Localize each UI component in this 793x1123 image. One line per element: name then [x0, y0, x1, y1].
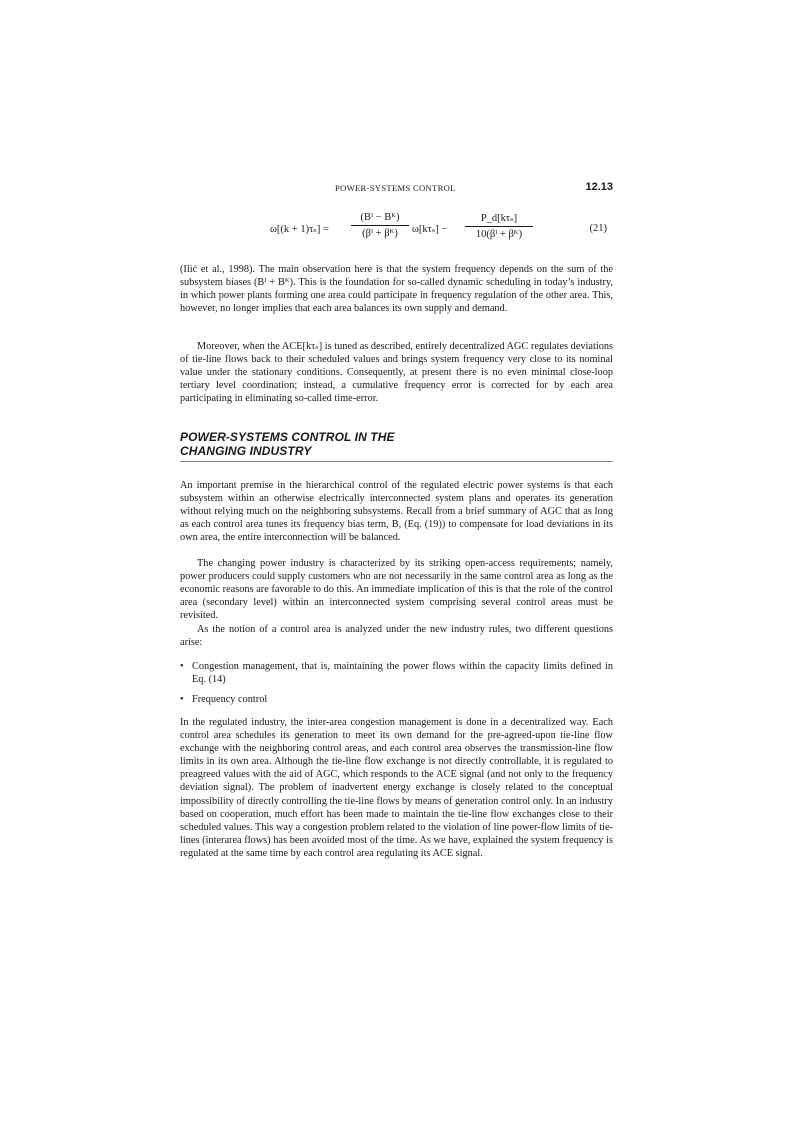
equation-number: (21) — [589, 223, 607, 234]
fraction-1-numerator: (Bᴵ − Bᴷ) — [351, 212, 409, 226]
paragraph-text: An important premise in the hierarchical control of the regulated electric power systems is that each subsystem within an otherwise electrically interconnected system plans and operates its generation without relying much on the neighboring subsystems. Recall from a brief summary of AGC that as long as each control area tunes its frequency bias term, B, (Eq. (19)) to compensate for load deviations in its own area, the entire interconnection will be balanced. — [180, 480, 613, 544]
list-item-text: Congestion management, that is, maintaining the power flows within the capacity limits defined in Eq. (14) — [192, 661, 613, 686]
bullet-list — [180, 660, 613, 713]
fraction-1-denominator: (βᴵ + βᴷ) — [362, 228, 398, 239]
equation-lhs: ω[(k + 1)τₛ] = — [270, 224, 329, 235]
paragraph-text: (Ilić et al., 1998). The main observation here is that the system frequency depends on the sum of the subsystem biases (Bᴵ + Bᴷ). This is the foundation for so-called dynamic scheduling in today’s industry, in which power plants forming one area could participate in frequency regulation of the other area. This, however, no longer implies that each area balances its own supply and demand. — [180, 264, 613, 315]
fraction-2-numerator: P_d[kτₛ] — [465, 212, 533, 227]
paragraph-text: In the regulated industry, the inter-area congestion management is done in a decentralized way. Each control area schedules its generation to meet its own demand for the pre-agreed-upon tie-line flow exchange with the neighboring control areas, and each control area observes the transmission-line flow limits in its own area. Although the tie-line flow exchange is not directly controllable, it is regulated to preagreed values with the aid of AGC, which responds to the ACE signal (and not only to the frequency deviation signal). The problem of inadvertent energy exchange is closely related to the conceptual impossibility of directly controlling the tie-line flows by means of generation control only. In an industry based on cooperation, much effort has been made to maintain the tie-line flow exchanges close to their scheduled values. This way a congestion problem related to the violation of line power-flow limits of tie-lines (interarea flows) has been avoided most of the time. As we have, explained the system frequency is regulated at the same time by each control area regulating its ACE signal. — [180, 717, 613, 859]
section-heading-line-2: CHANGING INDUSTRY — [180, 444, 312, 458]
fraction-2-denominator: 10(βᴵ + βᴷ) — [475, 229, 523, 240]
paragraph-4 — [180, 557, 613, 622]
equation-middle-term: ω[kτₛ] − — [412, 224, 448, 235]
running-title: POWER-SYSTEMS CONTROL — [335, 183, 456, 193]
bullet-marker: • — [180, 661, 184, 672]
list-item-text: Frequency control — [192, 694, 268, 706]
equation-fraction-2 — [465, 212, 533, 240]
paragraph-text: The changing power industry is characterized by its striking open-access requirements; namely, power producers could supply customers who are not necessarily in the same control area as long as the economic reasons are favorable to do this. An immediate implication of this is that the role of the control area (secondary level) within an interconnected system comprising several control areas must be revisited. — [180, 558, 613, 622]
heading-rule — [180, 461, 613, 462]
paragraph-6 — [180, 716, 613, 860]
bullet-marker: • — [180, 694, 184, 706]
list-item — [180, 693, 613, 706]
paragraph-5 — [180, 623, 613, 649]
running-header — [180, 181, 613, 197]
list-item — [180, 660, 613, 686]
paragraph-1 — [180, 263, 613, 315]
paragraph-2 — [180, 340, 613, 405]
paragraph-text: As the notion of a control area is analyzed under the new industry rules, two different questions arise: — [180, 624, 613, 649]
section-heading — [180, 430, 613, 458]
paragraph-text: Moreover, when the ACE[kτₛ] is tuned as described, entirely decentralized AGC regulates deviations of tie-line flows back to their scheduled values and brings system frequency very close to its nominal value under the stationary conditions. Consequently, at present there is no even minimal close-loop tertiary level coordination; instead, a cumulative frequency error is corrected for by each area participating in eliminating so-called time-error. — [180, 341, 613, 405]
equation-21 — [180, 210, 613, 250]
page-number: 12.13 — [585, 181, 613, 193]
paragraph-3 — [180, 479, 613, 544]
section-heading-line-1: POWER-SYSTEMS CONTROL IN THE — [180, 430, 395, 444]
equation-fraction-1 — [351, 212, 409, 239]
